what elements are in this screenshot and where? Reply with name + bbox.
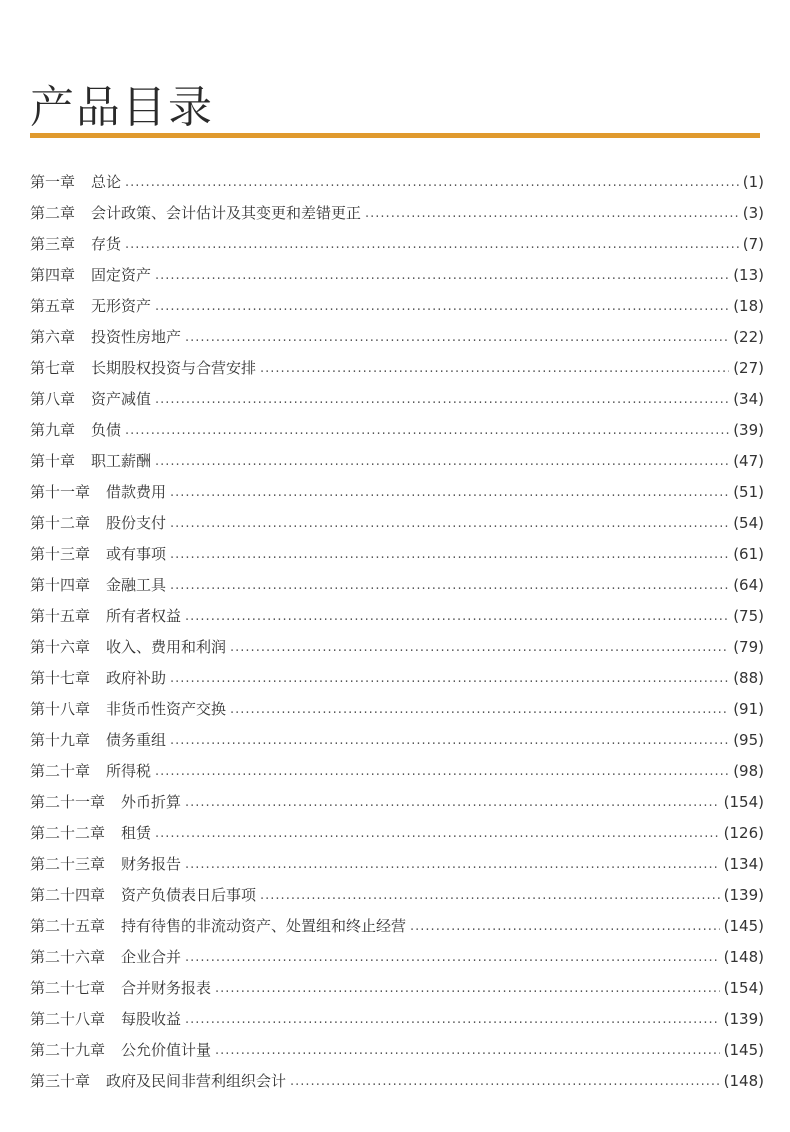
toc-entry[interactable]	[30, 291, 764, 322]
toc-page-number: (134)	[723, 855, 764, 873]
toc-chapter-number: 第十六章	[30, 638, 91, 656]
toc-entry[interactable]	[30, 167, 764, 198]
toc-chapter-number: 第五章	[30, 297, 76, 315]
toc-page-number: (64)	[733, 576, 764, 594]
toc-chapter-title: 总论	[91, 173, 122, 191]
toc-chapter-title: 所得税	[106, 762, 152, 780]
toc-chapter-title: 投资性房地产	[91, 328, 182, 346]
toc-dot-leader	[155, 260, 729, 291]
toc-entry[interactable]	[30, 880, 764, 911]
toc-page-number: (139)	[723, 886, 764, 904]
toc-entry[interactable]	[30, 911, 764, 942]
toc-page-number: (98)	[733, 762, 764, 780]
toc-entry[interactable]	[30, 601, 764, 632]
toc-entry[interactable]	[30, 725, 764, 756]
toc-page-number: (154)	[723, 793, 764, 811]
toc-page-number: (126)	[723, 824, 764, 842]
toc-chapter-number: 第十章	[30, 452, 76, 470]
toc-chapter-title: 政府补助	[106, 669, 167, 687]
toc-chapter-number: 第十二章	[30, 514, 91, 532]
toc-page-number: (34)	[733, 390, 764, 408]
toc-chapter-title: 公允价值计量	[121, 1041, 212, 1059]
toc-page-number: (79)	[733, 638, 764, 656]
toc-dot-leader	[155, 818, 720, 849]
toc-entry[interactable]	[30, 973, 764, 1004]
toc-dot-leader	[155, 384, 729, 415]
toc-page-number: (148)	[723, 948, 764, 966]
toc-chapter-title: 职工薪酬	[91, 452, 152, 470]
toc-chapter-number: 第二章	[30, 204, 76, 222]
toc-chapter-number: 第八章	[30, 390, 76, 408]
toc-dot-leader	[125, 167, 739, 198]
toc-entry[interactable]	[30, 1066, 764, 1097]
toc-entry[interactable]	[30, 539, 764, 570]
toc-chapter-number: 第三章	[30, 235, 76, 253]
toc-chapter-title: 资产负债表日后事项	[121, 886, 257, 904]
toc-entry[interactable]	[30, 849, 764, 880]
toc-entry[interactable]	[30, 663, 764, 694]
toc-dot-leader	[185, 849, 720, 880]
toc-chapter-title: 无形资产	[91, 297, 152, 315]
toc-chapter-title: 借款费用	[106, 483, 167, 501]
toc-page-number: (1)	[742, 173, 764, 191]
toc-dot-leader	[155, 291, 729, 322]
toc-chapter-number: 第十一章	[30, 483, 91, 501]
toc-chapter-title: 合并财务报表	[121, 979, 212, 997]
toc-entry[interactable]	[30, 694, 764, 725]
toc-chapter-title: 所有者权益	[106, 607, 182, 625]
toc-chapter-title: 固定资产	[91, 266, 152, 284]
toc-dot-leader	[230, 694, 729, 725]
toc-page-number: (22)	[733, 328, 764, 346]
toc-dot-leader	[365, 198, 739, 229]
toc-chapter-number: 第六章	[30, 328, 76, 346]
toc-chapter-title: 债务重组	[106, 731, 167, 749]
table-of-contents	[30, 167, 764, 1097]
toc-dot-leader	[260, 880, 720, 911]
toc-page-number: (7)	[742, 235, 764, 253]
toc-chapter-number: 第十五章	[30, 607, 91, 625]
toc-dot-leader	[185, 322, 729, 353]
toc-page-number: (39)	[733, 421, 764, 439]
toc-chapter-title: 或有事项	[106, 545, 167, 563]
toc-chapter-title: 持有待售的非流动资产、处置组和终止经营	[121, 917, 407, 935]
page-title: 产品目录	[30, 82, 214, 134]
title-divider	[30, 133, 760, 138]
toc-dot-leader	[155, 446, 729, 477]
toc-dot-leader	[170, 477, 729, 508]
toc-dot-leader	[170, 663, 729, 694]
toc-chapter-title: 存货	[91, 235, 122, 253]
toc-chapter-title: 每股收益	[121, 1010, 182, 1028]
toc-dot-leader	[290, 1066, 720, 1097]
toc-page-number: (51)	[733, 483, 764, 501]
toc-dot-leader	[125, 415, 729, 446]
toc-page-number: (139)	[723, 1010, 764, 1028]
toc-chapter-title: 非货币性资产交换	[106, 700, 227, 718]
toc-chapter-number: 第十四章	[30, 576, 91, 594]
toc-entry[interactable]	[30, 322, 764, 353]
toc-dot-leader	[230, 632, 729, 663]
toc-entry[interactable]	[30, 632, 764, 663]
toc-entry[interactable]	[30, 260, 764, 291]
toc-page-number: (54)	[733, 514, 764, 532]
toc-entry[interactable]	[30, 818, 764, 849]
toc-entry[interactable]	[30, 446, 764, 477]
toc-chapter-title: 长期股权投资与合营安排	[91, 359, 257, 377]
toc-chapter-number: 第九章	[30, 421, 76, 439]
toc-page-number: (75)	[733, 607, 764, 625]
toc-entry[interactable]	[30, 198, 764, 229]
toc-dot-leader	[410, 911, 720, 942]
toc-chapter-number: 第十八章	[30, 700, 91, 718]
toc-page-number: (18)	[733, 297, 764, 315]
toc-chapter-number: 第二十一章	[30, 793, 106, 811]
toc-dot-leader	[125, 229, 739, 260]
toc-chapter-number: 第十九章	[30, 731, 91, 749]
toc-entry[interactable]	[30, 787, 764, 818]
toc-chapter-title: 收入、费用和利润	[106, 638, 227, 656]
toc-page-number: (145)	[723, 1041, 764, 1059]
toc-entry[interactable]	[30, 756, 764, 787]
toc-chapter-number: 第三十章	[30, 1072, 91, 1090]
toc-dot-leader	[185, 787, 720, 818]
toc-chapter-number: 第二十五章	[30, 917, 106, 935]
toc-page-number: (27)	[733, 359, 764, 377]
toc-chapter-number: 第二十二章	[30, 824, 106, 842]
toc-chapter-number: 第七章	[30, 359, 76, 377]
toc-page-number: (154)	[723, 979, 764, 997]
toc-entry[interactable]	[30, 353, 764, 384]
toc-dot-leader	[155, 756, 729, 787]
toc-chapter-number: 第二十九章	[30, 1041, 106, 1059]
toc-entry[interactable]	[30, 415, 764, 446]
toc-dot-leader	[215, 1035, 720, 1066]
toc-dot-leader	[185, 942, 720, 973]
toc-chapter-title: 股份支付	[106, 514, 167, 532]
toc-page-number: (95)	[733, 731, 764, 749]
toc-chapter-number: 第十三章	[30, 545, 91, 563]
toc-dot-leader	[185, 1004, 720, 1035]
toc-entry[interactable]	[30, 570, 764, 601]
toc-chapter-title: 资产减值	[91, 390, 152, 408]
toc-entry[interactable]	[30, 229, 764, 260]
toc-chapter-number: 第一章	[30, 173, 76, 191]
toc-chapter-title: 政府及民间非营利组织会计	[106, 1072, 287, 1090]
toc-entry[interactable]	[30, 508, 764, 539]
toc-dot-leader	[170, 570, 729, 601]
toc-entry[interactable]	[30, 1035, 764, 1066]
toc-entry[interactable]	[30, 1004, 764, 1035]
toc-page-number: (3)	[742, 204, 764, 222]
toc-dot-leader	[215, 973, 720, 1004]
toc-page-number: (13)	[733, 266, 764, 284]
toc-dot-leader	[185, 601, 729, 632]
toc-entry[interactable]	[30, 384, 764, 415]
toc-chapter-number: 第二十三章	[30, 855, 106, 873]
toc-chapter-title: 财务报告	[121, 855, 182, 873]
toc-chapter-number: 第二十八章	[30, 1010, 106, 1028]
toc-dot-leader	[170, 539, 729, 570]
toc-chapter-number: 第十七章	[30, 669, 91, 687]
toc-dot-leader	[170, 508, 729, 539]
toc-page-number: (47)	[733, 452, 764, 470]
toc-page-number: (148)	[723, 1072, 764, 1090]
toc-chapter-number: 第二十章	[30, 762, 91, 780]
toc-chapter-number: 第二十七章	[30, 979, 106, 997]
toc-chapter-title: 负债	[91, 421, 122, 439]
toc-chapter-title: 企业合并	[121, 948, 182, 966]
toc-page-number: (145)	[723, 917, 764, 935]
toc-entry[interactable]	[30, 942, 764, 973]
toc-chapter-title: 会计政策、会计估计及其变更和差错更正	[91, 204, 362, 222]
toc-page-number: (91)	[733, 700, 764, 718]
toc-entry[interactable]	[30, 477, 764, 508]
toc-page-number: (88)	[733, 669, 764, 687]
toc-chapter-title: 金融工具	[106, 576, 167, 594]
toc-chapter-number: 第二十六章	[30, 948, 106, 966]
toc-dot-leader	[260, 353, 729, 384]
toc-chapter-title: 租赁	[121, 824, 152, 842]
toc-page-number: (61)	[733, 545, 764, 563]
toc-dot-leader	[170, 725, 729, 756]
toc-chapter-title: 外币折算	[121, 793, 182, 811]
toc-chapter-number: 第二十四章	[30, 886, 106, 904]
toc-chapter-number: 第四章	[30, 266, 76, 284]
